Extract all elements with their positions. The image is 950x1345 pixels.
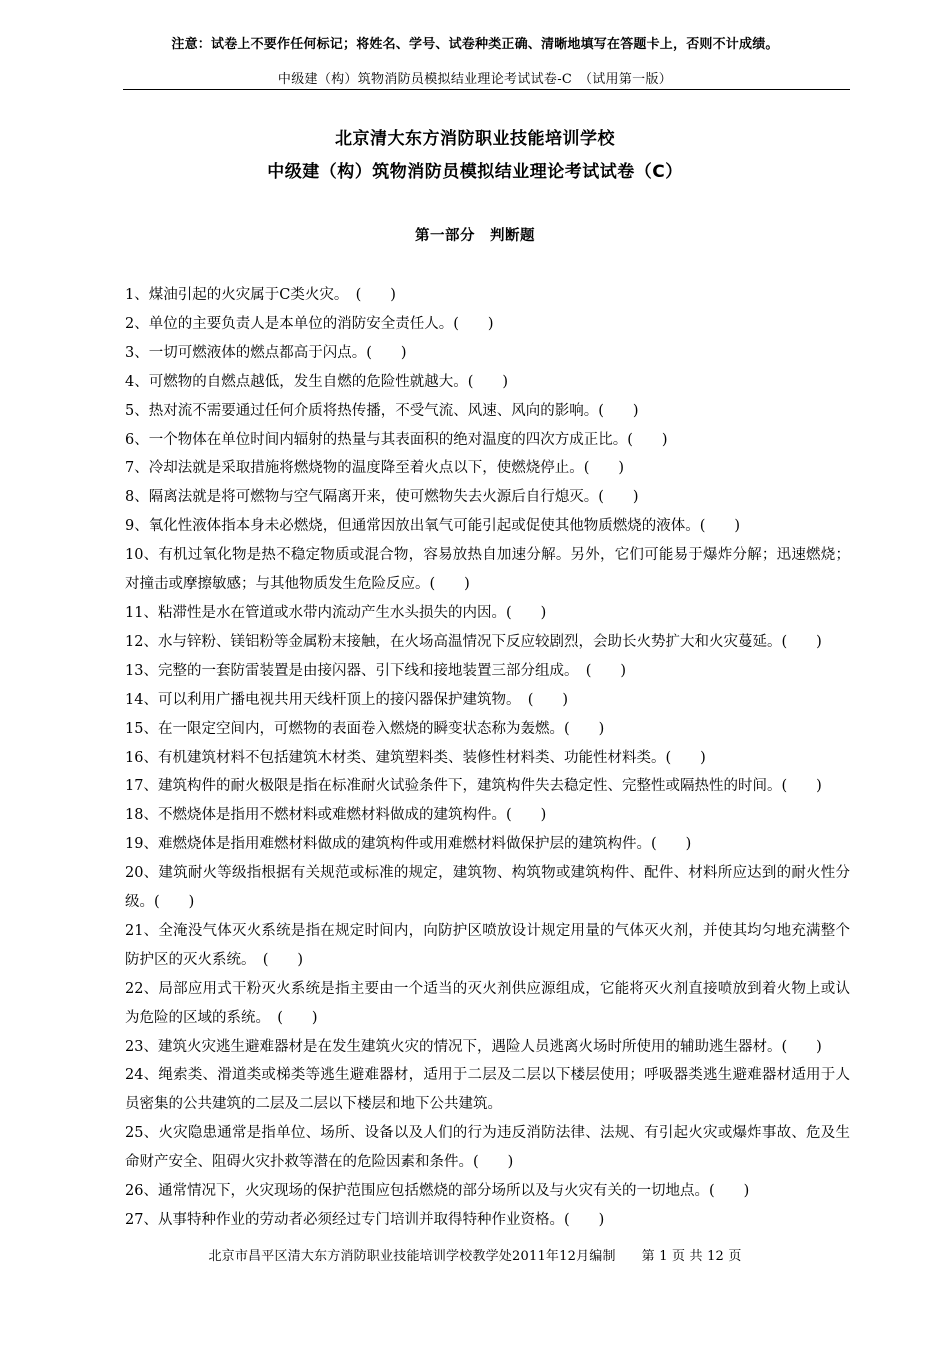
question-item: 24、绳索类、滑道类或梯类等逃生避难器材，适用于二层及二层以下楼层使用；呼吸器类逃生避难器材适用于人员密集的公共建筑的二层及二层以下楼层和地下公共建筑。 (125, 1067, 850, 1113)
exam-title: 中级建（构）筑物消防员模拟结业理论考试试卷（C） (267, 162, 683, 182)
school-title: 北京清大东方消防职业技能培训学校 (335, 129, 615, 149)
question-item: 9、氧化性液体指本身未必燃烧，但通常因放出氧气可能引起或促使其他物质燃烧的液体。( ) (125, 518, 741, 535)
question-item: 3、一切可燃液体的燃点都高于闪点。( ) (125, 344, 407, 361)
question-item: 25、火灾隐患通常是指单位、场所、设备以及人们的行为违反消防法律、法规、有引起火灾或爆炸事故、危及生命财产安全、阻碍火灾扑救等潜在的危险因素和条件。( ) (125, 1125, 850, 1171)
page-header: 中级建（构）筑物消防员模拟结业理论考试试卷-C （试用第一版） (277, 72, 673, 87)
question-item: 21、全淹没气体灭火系统是指在规定时间内，向防护区喷放设计规定用量的气体灭火剂，并使其均匀地充满整个防护区的灭火系统。 ( ) (125, 922, 850, 968)
question-item: 19、难燃烧体是指用难燃材料做成的建筑构件或用难燃材料做保护层的建筑构件。( ) (125, 836, 692, 853)
question-item: 12、水与锌粉、镁铝粉等金属粉末接触，在火场高温情况下反应较剧烈，会助长火势扩大和火灾蔓延。( ) (125, 633, 822, 650)
page-number: 第 1 页 共 12 页 (641, 1249, 742, 1264)
question-item: 8、隔离法就是将可燃物与空气隔离开来，使可燃物失去火源后自行熄灭。( ) (125, 489, 639, 506)
question-item: 15、在一限定空间内，可燃物的表面卷入燃烧的瞬变状态称为轰燃。( ) (125, 720, 605, 737)
question-item: 23、建筑火灾逃生避难器材是在发生建筑火灾的情况下，遇险人员逃离火场时所使用的辅助逃生器材。( ) (125, 1038, 822, 1055)
question-list (125, 281, 850, 1235)
exam-notice: 注意：试卷上不要作任何标记；将姓名、学号、试卷种类正确、清晰地填写在答题卡上，否则不计成绩。 (171, 37, 779, 52)
question-item: 18、不燃烧体是指用不燃材料或难燃材料做成的建筑构件。( ) (125, 807, 547, 824)
question-item: 2、单位的主要负责人是本单位的消防安全责任人。( ) (125, 315, 494, 332)
question-item: 17、建筑构件的耐火极限是指在标准耐火试验条件下，建筑构件失去稳定性、完整性或隔热性的时间。( ) (125, 778, 822, 795)
question-item: 7、冷却法就是采取措施将燃烧物的温度降至着火点以下，使燃烧停止。( ) (125, 460, 625, 477)
question-item: 13、完整的一套防雷装置是由接闪器、引下线和接地装置三部分组成。 ( ) (125, 662, 627, 679)
question-item: 22、局部应用式干粉灭火系统是指主要由一个适当的灭火剂供应源组成，它能将灭火剂直接喷放到着火物上或认为危险的区域的系统。 ( ) (125, 980, 850, 1026)
header-divider (123, 89, 850, 90)
question-item: 26、通常情况下，火灾现场的保护范围应包括燃烧的部分场所以及与火灾有关的一切地点。( ) (125, 1183, 750, 1200)
question-item: 10、有机过氧化物是热不稳定物质或混合物，容易放热自加速分解。另外，它们可能易于爆炸分解；迅速燃烧；对撞击或摩擦敏感；与其他物质发生危险反应。( ) (125, 547, 850, 593)
question-item: 5、热对流不需要通过任何介质将热传播，不受气流、风速、风向的影响。( ) (125, 402, 639, 419)
page-footer (0, 1245, 950, 1264)
question-item: 20、建筑耐火等级指根据有关规范或标准的规定，建筑物、构筑物或建筑构件、配件、材料所应达到的耐火性分级。( ) (125, 865, 850, 911)
section-title: 第一部分 判断题 (415, 228, 535, 244)
question-item: 11、粘滞性是水在管道或水带内流动产生水头损失的内因。( ) (125, 604, 547, 621)
question-item: 1、煤油引起的火灾属于C类火灾。 ( ) (125, 287, 396, 303)
question-item: 6、一个物体在单位时间内辐射的热量与其表面积的绝对温度的四次方成正比。( ) (125, 431, 668, 448)
footer-publisher: 北京市昌平区清大东方消防职业技能培训学校教学处2011年12月编制 (208, 1249, 616, 1264)
question-item: 14、可以利用广播电视共用天线杆顶上的接闪器保护建筑物。 ( ) (125, 691, 569, 708)
question-item: 4、可燃物的自燃点越低，发生自燃的危险性就越大。( ) (125, 373, 509, 390)
question-item: 16、有机建筑材料不包括建筑木材类、建筑塑料类、装修性材料类、功能性材料类。( ) (125, 749, 706, 766)
question-item: 27、从事特种作业的劳动者必须经过专门培训并取得特种作业资格。( ) (125, 1212, 605, 1228)
